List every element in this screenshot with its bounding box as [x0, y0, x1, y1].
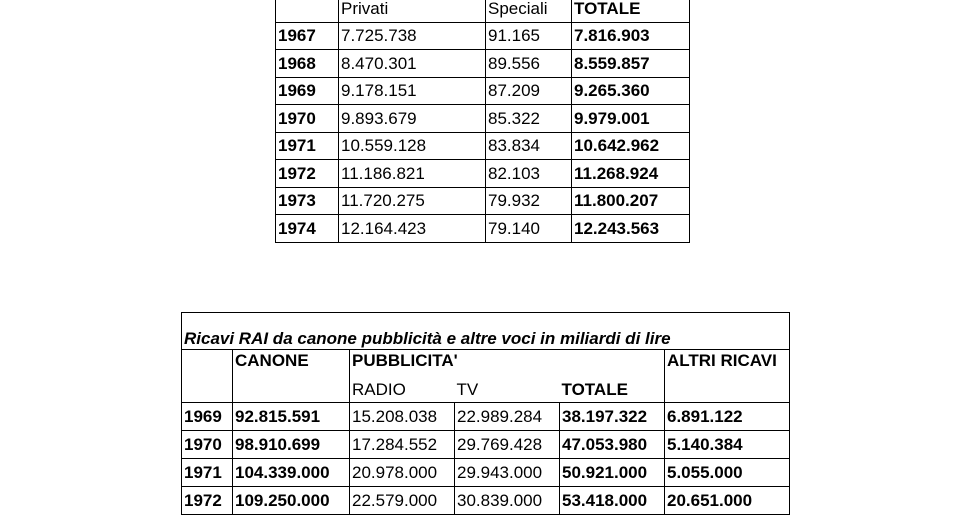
canone-cell: 109.250.000: [233, 487, 350, 515]
table-row: [276, 22, 690, 50]
subscribers-table: [275, 0, 690, 243]
header-privati: Privati: [339, 0, 486, 22]
table-row: [182, 487, 790, 515]
speciali-cell: 79.932: [486, 187, 572, 215]
year-cell: 1967: [276, 22, 339, 50]
table-row: [276, 160, 690, 188]
table-row: [276, 132, 690, 160]
table-row: [276, 105, 690, 133]
altri-ricavi-cell: 5.055.000: [665, 459, 790, 487]
privati-cell: 11.186.821: [339, 160, 486, 188]
speciali-cell: 89.556: [486, 50, 572, 78]
year-cell: 1974: [276, 215, 339, 243]
privati-cell: 7.725.738: [339, 22, 486, 50]
totale-cell: 11.268.924: [572, 160, 690, 188]
totale-cell: 10.642.962: [572, 132, 690, 160]
table-row: [276, 50, 690, 78]
header-radio: RADIO: [350, 377, 455, 403]
totale-cell: 38.197.322: [560, 403, 665, 431]
privati-cell: 8.470.301: [339, 50, 486, 78]
privati-cell: 11.720.275: [339, 187, 486, 215]
speciali-cell: 83.834: [486, 132, 572, 160]
header-totale: TOTALE: [560, 377, 665, 403]
year-cell: 1971: [182, 459, 233, 487]
table-row: [276, 187, 690, 215]
header-tv: TV: [455, 377, 560, 403]
header-year-empty: [182, 350, 233, 378]
totale-cell: 9.265.360: [572, 77, 690, 105]
subheader-canone-empty: [233, 377, 350, 403]
totale-cell: 50.921.000: [560, 459, 665, 487]
tv-cell: 22.989.284: [455, 403, 560, 431]
totale-cell: 7.816.903: [572, 22, 690, 50]
totale-cell: 8.559.857: [572, 50, 690, 78]
header-year: [276, 0, 339, 22]
totale-cell: 11.800.207: [572, 187, 690, 215]
privati-cell: 10.559.128: [339, 132, 486, 160]
radio-cell: 20.978.000: [350, 459, 455, 487]
speciali-cell: 87.209: [486, 77, 572, 105]
revenue-table: [181, 312, 790, 515]
subheader-empty: [182, 377, 233, 403]
table-row: [182, 459, 790, 487]
totale-cell: 47.053.980: [560, 431, 665, 459]
table-row: [182, 403, 790, 431]
tv-cell: 29.769.428: [455, 431, 560, 459]
table-row: [182, 431, 790, 459]
speciali-cell: 82.103: [486, 160, 572, 188]
year-cell: 1970: [276, 105, 339, 133]
table-row: [276, 77, 690, 105]
canone-cell: 92.815.591: [233, 403, 350, 431]
header-canone: CANONE: [233, 350, 350, 378]
table-caption-row: [182, 313, 790, 350]
table-row: [276, 215, 690, 243]
year-cell: 1971: [276, 132, 339, 160]
speciali-cell: 91.165: [486, 22, 572, 50]
year-cell: 1972: [182, 487, 233, 515]
radio-cell: 15.208.038: [350, 403, 455, 431]
altri-ricavi-cell: 20.651.000: [665, 487, 790, 515]
header-altri-ricavi: ALTRI RICAVI: [665, 350, 790, 378]
privati-cell: 9.178.151: [339, 77, 486, 105]
table-subheader-row: [182, 377, 790, 403]
tv-cell: 29.943.000: [455, 459, 560, 487]
totale-cell: 12.243.563: [572, 215, 690, 243]
year-cell: 1973: [276, 187, 339, 215]
year-cell: 1969: [276, 77, 339, 105]
speciali-cell: 79.140: [486, 215, 572, 243]
canone-cell: 98.910.699: [233, 431, 350, 459]
totale-cell: 9.979.001: [572, 105, 690, 133]
privati-cell: 12.164.423: [339, 215, 486, 243]
speciali-cell: 85.322: [486, 105, 572, 133]
year-cell: 1968: [276, 50, 339, 78]
canone-cell: 104.339.000: [233, 459, 350, 487]
privati-cell: 9.893.679: [339, 105, 486, 133]
year-cell: 1972: [276, 160, 339, 188]
table-header-row: [182, 350, 790, 378]
header-totale: TOTALE: [572, 0, 690, 22]
table-caption: Ricavi RAI da canone pubblicità e altre voci in miliardi di lire: [182, 313, 790, 350]
altri-ricavi-cell: 6.891.122: [665, 403, 790, 431]
header-pubblicita: PUBBLICITA': [350, 350, 665, 378]
radio-cell: 17.284.552: [350, 431, 455, 459]
radio-cell: 22.579.000: [350, 487, 455, 515]
totale-cell: 53.418.000: [560, 487, 665, 515]
altri-ricavi-cell: 5.140.384: [665, 431, 790, 459]
subheader-altri-empty: [665, 377, 790, 403]
header-speciali: Speciali: [486, 0, 572, 22]
table-header-row: [276, 0, 690, 22]
tv-cell: 30.839.000: [455, 487, 560, 515]
year-cell: 1970: [182, 431, 233, 459]
year-cell: 1969: [182, 403, 233, 431]
